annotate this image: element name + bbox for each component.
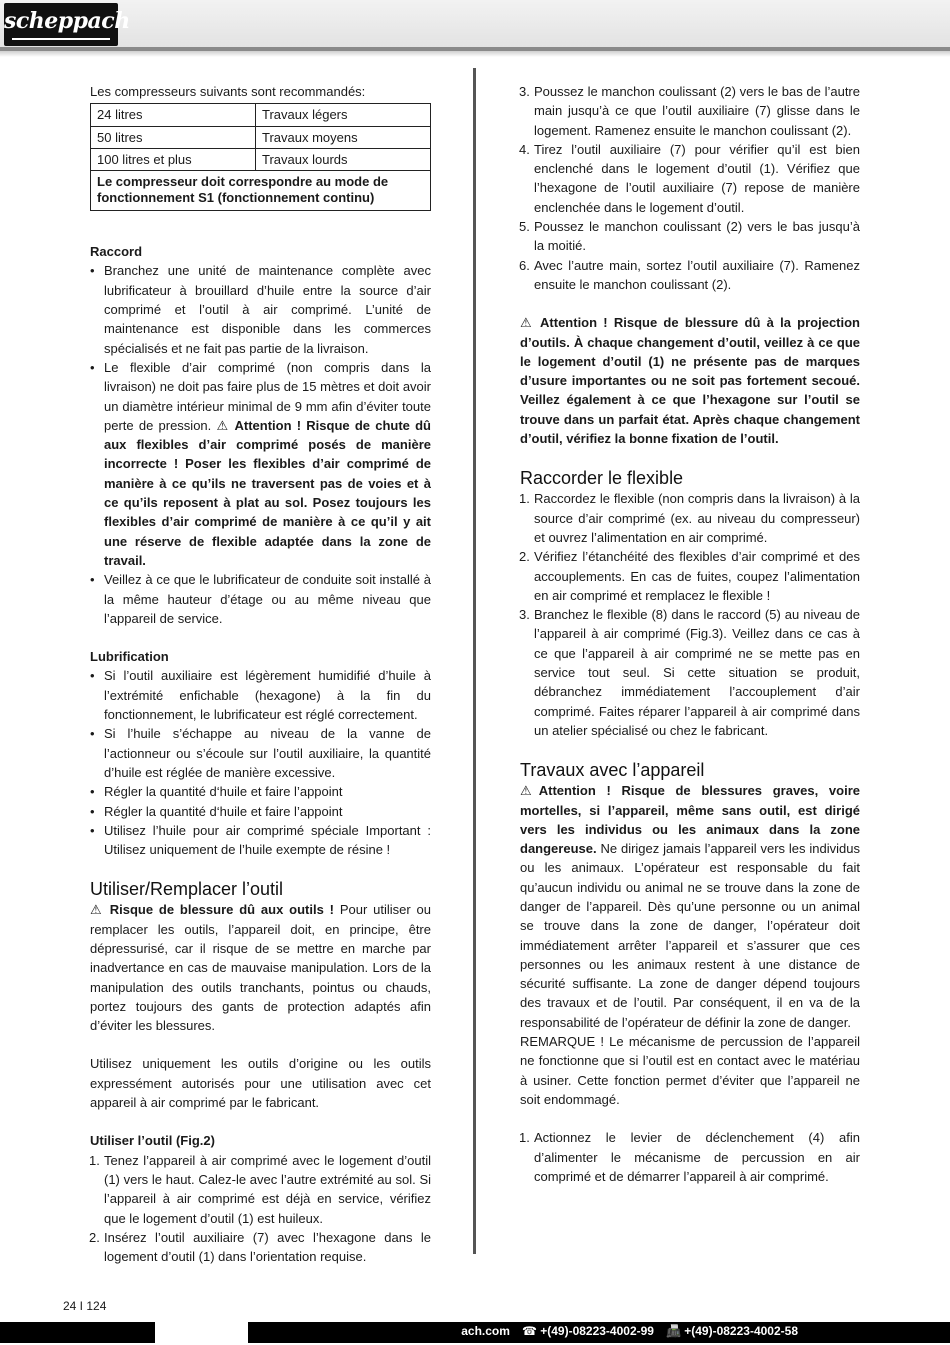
list-item [520,217,860,256]
list-item: • Si l’outil auxiliaire est légèrement humidifié d’huile à l’extrémité enfichable (hexagone) à la fin du fonctionnement, le lubrificateur est réglé correctement. [90,666,431,724]
step-number: 2. [519,549,530,565]
step-number: 5. [519,219,530,235]
step-number: 1. [519,491,530,507]
step-text: Insérez l’outil auxiliaire (7) avec l’hexagone dans le logement d’outil (1) dans l’orientation requise. [104,1229,431,1265]
step-number: 3. [519,84,530,99]
page-header [0,0,950,50]
table-cell: Travaux lourds [256,148,431,170]
section-title-raccord: Raccord [90,244,143,260]
table-cell: Travaux légers [256,104,431,126]
list-item: • Régler la quantité d‘huile et faire l’appoint [90,802,431,821]
continued-steps [520,82,860,294]
table-row [91,148,431,170]
paragraph-text: Ne dirigez jamais l’appareil vers les individus ou les animaux. L’opérateur est responsable du fait qu’aucun individu ou animal ne se trouve dans la zone de danger de l’appareil. Dès qu’une personne ou un animal se trouve dans la zone de danger, l’opérateur doit immédiatement arrêter l’appareil et s’assurer que ces personnes ou les animaux restent à une distance de sécurité suffisante. La zone de danger dépend toujours des travaux et de l’outil. Par conséquent, il en va de la responsabilité de l’opérateur de définir la zone de danger. [520,841,860,1030]
step-number: 3. [519,607,530,623]
table-cell: 50 litres [91,126,256,148]
list-item: • Veillez à ce que le lubrificateur de conduite soit installé à la même hauteur d’étage ou au même niveau que l’appareil de service. [90,570,431,628]
logo-underline [12,38,110,40]
utiliser-steps [90,1151,431,1267]
footer-white-block [155,1322,248,1343]
original-tools-paragraph: Utilisez uniquement les outils d’origine ou les outils expressément autorisés pour une utilisation avec cet appareil à air comprimé par le fabricant. [90,1056,431,1111]
table-note: Le compresseur doit correspondre au mode de fonctionnement S1 (fonctionnement continu) [91,171,431,211]
section-title-lubrification: Lubrification [90,649,169,665]
footer-website[interactable]: ach.com [461,1324,510,1338]
list-item [520,82,860,140]
list-item [520,140,860,217]
list-item [520,1128,860,1186]
raccord-list [90,261,431,628]
list-item: • Utilisez l’huile pour air comprimé spéciale Important : Utilisez uniquement de l’huile exempte de résine ! [90,821,431,860]
section-title-flexible: Raccorder le flexible [520,468,684,489]
list-item-text: Le flexible d’air comprimé (non compris dans la livraison) ne doit pas faire plus de 15 mètres et doit avoir un diamètre intérieur minimal de 9 mm afin d’éviter toute perte de pression. [104,359,431,433]
table-row [91,126,431,148]
step-text: Poussez le manchon coulissant (2) vers le bas jusqu’à la moitié. [534,219,860,254]
page-number: 24 I 124 [63,1299,107,1313]
step-number: 6. [519,257,530,273]
logo-text: scheppach [4,8,130,34]
table-cell: 24 litres [91,104,256,126]
footer-contact [449,1324,798,1338]
travaux-paragraph [520,781,860,1032]
list-item [90,358,431,570]
step-text: Poussez le manchon coulissant (2) vers le bas de l’autre main jusqu’à ce que l’outil auxiliaire (7) glisse dans le logement. Ramenez ensuite le manchon coulissant (2). [534,84,860,138]
warning-text: ⚠ Risque de blessure dû aux outils ! [90,902,334,918]
warning-text: ⚠ Attention ! Risque de chute dû aux flexibles d’air comprimé posés de manière incorrecte ! Poser les flexibles d’air comprimé de manière à ce qu’ils ne traversent pas de voies et à ce qu’ils reposent à plat au sol. Posez toujours les flexibles d’air comprimé de manière à ce qu’il y ait une réserve de flexible adaptée dans la zone de travail. [104,417,431,568]
step-number: 2. [89,1229,100,1245]
list-item [520,256,860,295]
flexible-steps [520,489,860,740]
travaux-steps [520,1128,860,1186]
right-column [520,82,860,1186]
list-item: • Régler la quantité d‘huile et faire l’appoint [90,782,431,801]
list-item [520,489,860,547]
projection-warning: ⚠ Attention ! Risque de blessure dû à la projection d’outils. À chaque changement d’outil, veillez à ce que le logement d’outil (1) ne présente pas de marques d’usure importantes ou ne soit pas fortement secoué. Veillez également à ce que l’hexagone sur l’outil se trouve dans un parfait état. Après chaque changement d’outil, vérifiez la bonne fixation de l’outil. [520,315,860,447]
utiliser-paragraph [90,900,431,1035]
remarque-paragraph: REMARQUE ! Le mécanisme de percussion de l’appareil ne fonctionne que si l’outil est en contact avec le matériau à usiner. Cette fonction permet d’éviter que l’appareil ne soit endommagé. [520,1034,860,1107]
header-shadow [0,51,950,57]
lubrification-list [90,666,431,859]
table-cell: 100 litres et plus [91,148,256,170]
list-item: • Si l’huile s’échappe au niveau de la vanne de l’actionneur ou s’écoule sur l’outil auxiliaire, la quantité d’huile est réglée de manière excessive. [90,724,431,782]
section-title-travaux: Travaux avec l’appareil [520,760,705,781]
step-number: 1. [89,1152,100,1168]
list-item [520,605,860,740]
list-item: • Branchez une unité de maintenance complète avec lubrificateur à brouillard d’huile entre la source d’air comprimé et l’outil à air comprimé. L’unité de maintenance est disponible dans les commerces spécialisés et ne fait pas partie de la livraison. [90,261,431,357]
step-number: 4. [519,141,530,157]
footer-fax: 📠 +(49)-08223-4002-58 [665,1324,798,1338]
step-text: Branchez le flexible (8) dans le raccord (5) au niveau de l’appareil à air comprimé (Fig.3). Veillez dans ce cas à ce que l’appareil à air comprimé ne se mette pas en service tout seul. Si cette situation se produit, débranchez immédiatement l’accouplement d’air comprimé. Faites réparer l’appareil à air comprimé dans un atelier spécialisé ou chez le fabricant. [534,607,860,738]
list-item [520,547,860,605]
footer-phone: ☎ +(49)-08223-4002-99 [521,1324,654,1338]
left-column [90,82,431,1266]
section-title-utiliser: Utiliser/Remplacer l’outil [90,879,284,900]
step-text: Raccordez le flexible (non compris dans la livraison) à la source d’air comprimé (ex. au niveau du compresseur) et ouvrez l’alimentation en air comprimé. [534,491,860,545]
step-text: Vérifiez l’étanchéité des flexibles d’air comprimé et des accouplements. En cas de fuites, coupez l’alimentation en air comprimé et remplacez le flexible ! [534,549,860,603]
list-item [90,1228,431,1267]
step-number: 1. [519,1130,530,1146]
scheppach-logo [4,3,130,46]
table-row [91,104,431,126]
compressor-intro: Les compresseurs suivants sont recommandés: [90,84,366,99]
step-text: Actionnez le levier de déclenchement (4) afin d’alimenter le mécanisme de percussion en air comprimé et de démarrer l’appareil à air comprimé. [534,1130,860,1184]
step-text: Tirez l’outil auxiliaire (7) pour vérifier qu’il est bien enclenché dans le logement d’outil (1). Vérifiez que l’hexagone de l’outil auxiliaire (7) repose de manière enclenchée dans le logement d’outil. [534,141,860,215]
step-text: Tenez l’appareil à air comprimé avec le logement d’outil (1) vers le haut. Calez-le avec l’autre extrémité au sol. Si l’appareil à air comprimé est déjà en service, vérifiez que le logement d’outil (1) est huileux. [104,1152,431,1226]
table-row [91,171,431,211]
subsection-title-utiliser-outil: Utiliser l’outil (Fig.2) [90,1133,215,1149]
warning-text: ⚠Attention ! Risque de blessures graves, voire mortelles, si l’appareil, même sans outil, est dirigé vers les individus ou les animaux dans la zone dangereuse. [520,783,860,857]
paragraph-text: Pour utiliser ou remplacer les outils, l’appareil doit, en principe, être dépressurisé, car il risque de se mettre en marche par inadvertance en cas de mauvaise manipulation. Lors de la manipulation des outils tranchants, pointus ou chauds, portez toujours des gants de protection adaptés afin d’éviter les blessures. [90,902,431,1034]
list-item [90,1151,431,1228]
step-text: Avec l’autre main, sortez l’outil auxiliaire (7). Ramenez ensuite le manchon coulissant (2). [534,257,860,292]
table-cell: Travaux moyens [256,126,431,148]
compressor-table [90,103,431,211]
column-divider [473,68,476,1254]
